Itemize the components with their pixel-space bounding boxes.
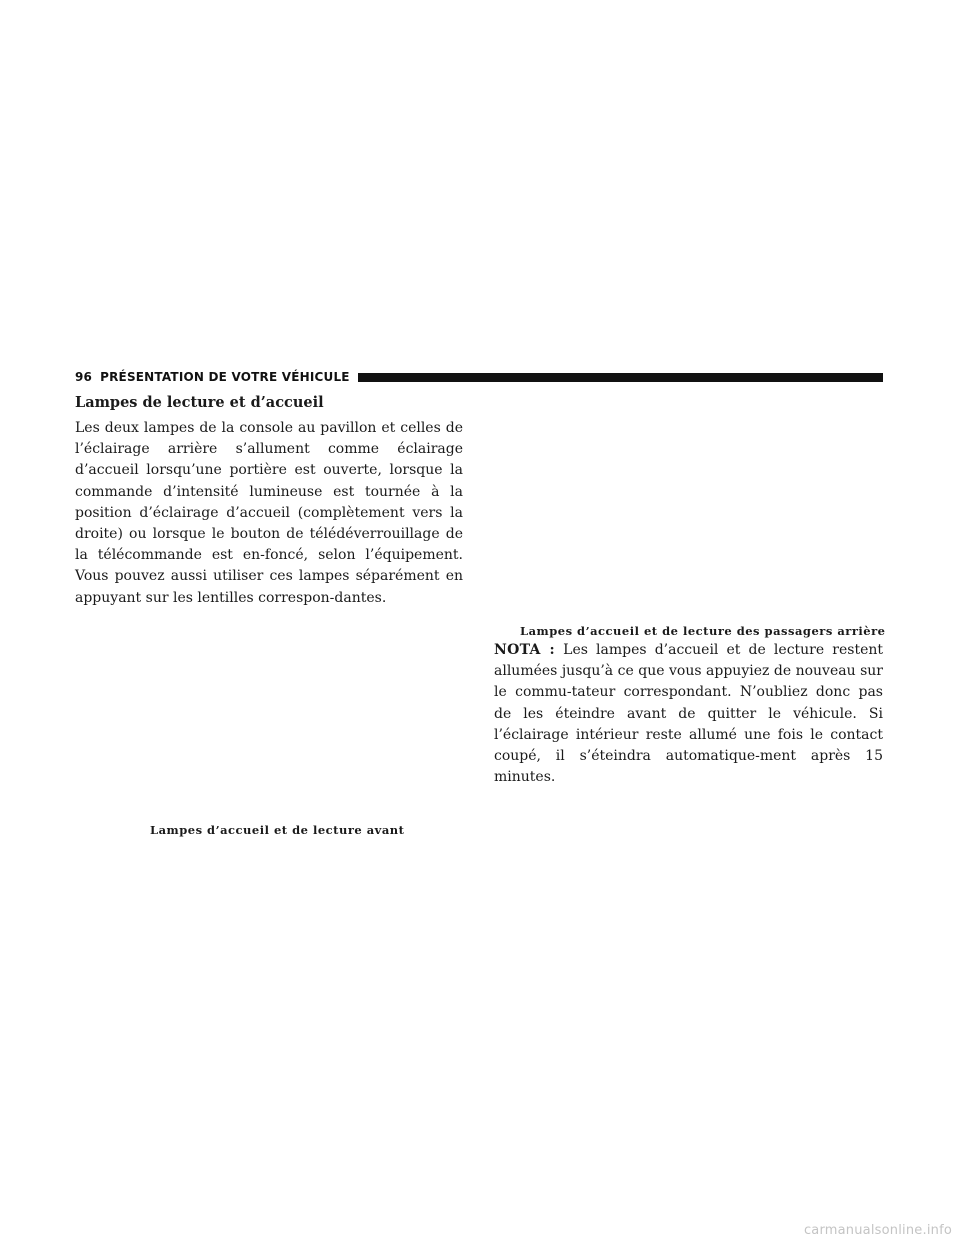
page-number: 96 <box>75 370 93 384</box>
section-paragraph: Les deux lampes de la console au pavillon et celles de l’éclairage arrière s’allument comme éclairage d’accueil lorsqu’une portière est ouverte, lorsque la commande d’intensité lumineuse est tournée à la position d’éclairage d’accueil (complètement vers la droite) ou lorsque le bouton de télédéverrouillage de la télécommande est en-foncé, selon l’équipement. Vous pouvez aussi utiliser ces lampes séparément en appuyant sur les lentilles correspon-dantes. <box>75 420 463 606</box>
header-rule <box>358 373 883 382</box>
caption-rear-lamps: Lampes d’accueil et de lecture des passagers arrière <box>520 624 886 638</box>
watermark: carmanualsonline.info <box>803 1223 952 1238</box>
chapter-title: PRÉSENTATION DE VOTRE VÉHICULE <box>100 370 350 384</box>
caption-front-lamps: Lampes d’accueil et de lecture avant <box>150 823 405 837</box>
section-title: Lampes de lecture et d’accueil <box>75 394 324 411</box>
note-label: NOTA : <box>494 642 556 658</box>
note-text: Les lampes d’accueil et de lecture restent allumées jusqu’à ce que vous appuyiez de nouveau sur le commu-tateur correspondant. N’oubliez donc pas de les éteindre avant de quitter le véhicule. Si l’éclairage intérieur reste allumé une fois le contact coupé, il s’éteindra automatique-ment après 15 minutes. <box>494 642 883 786</box>
page-header <box>75 367 883 387</box>
note-paragraph <box>494 640 883 788</box>
